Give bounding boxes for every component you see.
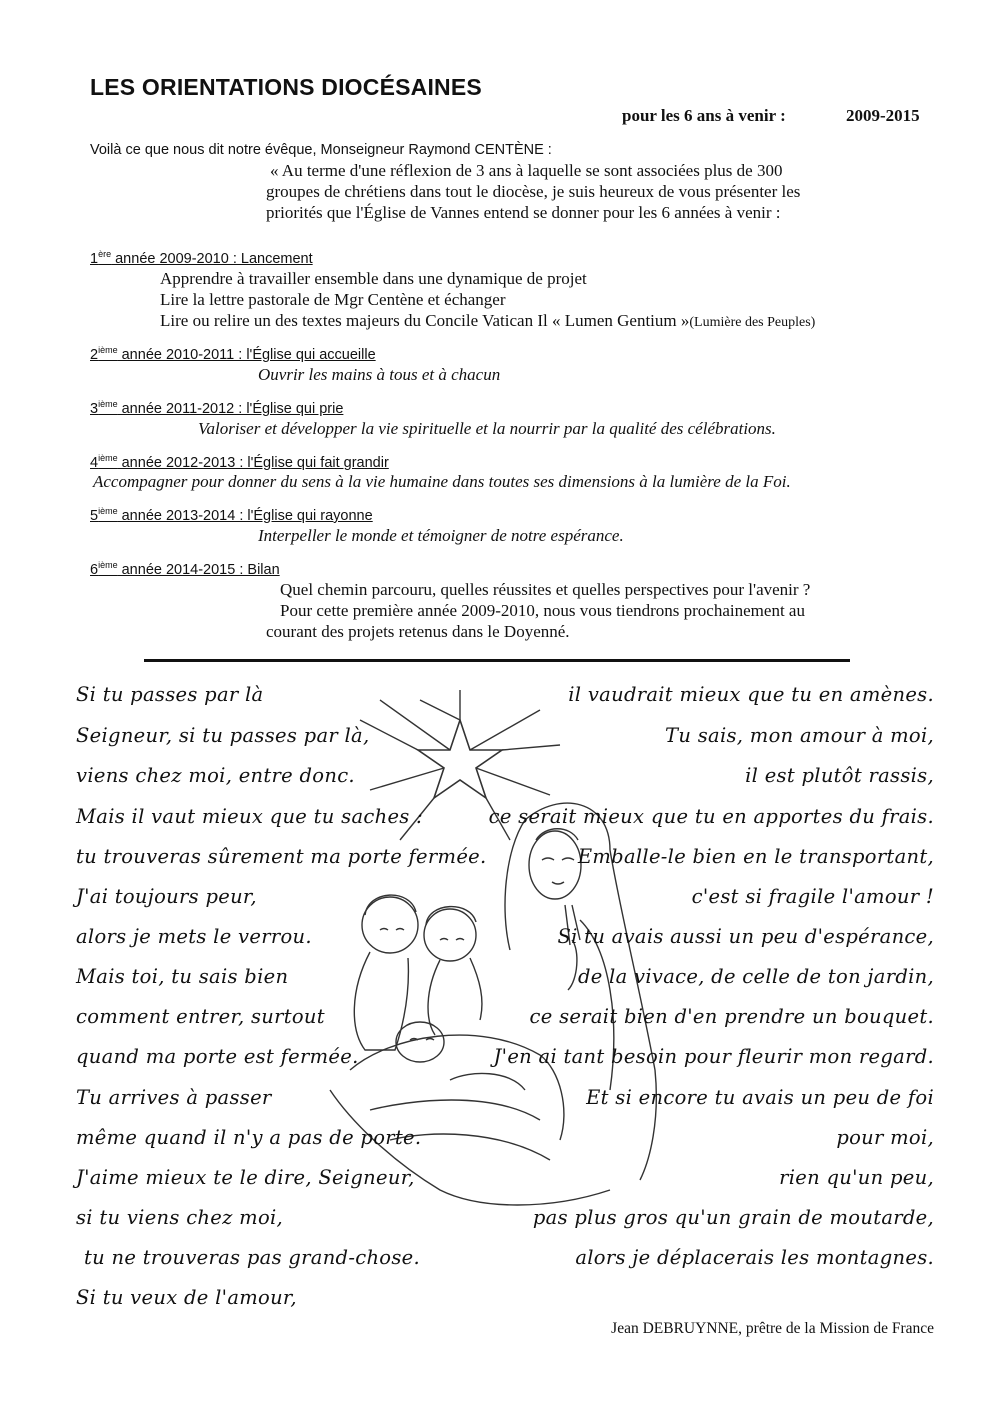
poem-right-line: ce serait bien d'en prendre un bouquet. [529, 1005, 934, 1028]
bishop-quote [266, 160, 800, 223]
year-3-text: Valoriser et développer la vie spirituelle et la nourrir par la qualité des célébrations. [198, 419, 776, 438]
year-1-note: (Lumière des Peuples) [689, 315, 816, 330]
poem-right-line: Emballe-le bien en le transportant, [577, 845, 934, 868]
poem-left-line: viens chez moi, entre donc. [76, 764, 355, 787]
year-number: 5 [90, 508, 99, 524]
poem-right-line: il vaudrait mieux que tu en amènes. [568, 683, 934, 706]
year-1-line [160, 311, 815, 331]
year-label: année 2010-2011 : l'Église qui accueille [117, 347, 376, 363]
poem-right-line: J'en ai tant besoin pour fleurir mon regard. [493, 1045, 934, 1068]
year-2-text: Ouvrir les mains à tous et à chacun [258, 365, 501, 384]
page-title: LES ORIENTATIONS DIOCÉSAINES [90, 74, 482, 100]
year-number: 2 [90, 347, 99, 363]
year-heading-1 [90, 249, 313, 267]
year-ordinal: ième [98, 345, 118, 355]
year-1-line: Apprendre à travailler ensemble dans une dynamique de projet [160, 269, 587, 288]
year-number: 3 [90, 401, 99, 417]
year-heading-5 [90, 506, 373, 524]
year-6-line: courant des projets retenus dans le Doyenné. [266, 622, 570, 641]
poem-left-line: Mais il vaut mieux que tu saches : [76, 805, 423, 828]
quote-line: « Au terme d'une réflexion de 3 ans à laquelle se sont associées plus de 300 [270, 161, 783, 180]
poem-left-line: tu trouveras sûrement ma porte fermée. [76, 845, 487, 868]
quote-line: groupes de chrétiens dans tout le diocèse, je suis heureux de vous présenter les [266, 182, 801, 201]
year-heading-2 [90, 345, 376, 363]
poem-right-line: alors je déplacerais les montagnes. [575, 1246, 934, 1269]
poem-left-line: Si tu passes par là [76, 683, 264, 706]
poem-left-line: si tu viens chez moi, [76, 1206, 284, 1229]
section-divider [144, 659, 850, 662]
year-ordinal: ième [98, 399, 118, 409]
year-number: 6 [90, 562, 99, 578]
year-label: année 2009-2010 : Lancement [111, 251, 313, 267]
poem-right-line: c'est si fragile l'amour ! [691, 885, 934, 908]
poem-left-line: J'ai toujours peur, [76, 885, 257, 908]
year-label: année 2011-2012 : l'Église qui prie [117, 401, 344, 417]
poem-left-line: comment entrer, surtout [76, 1005, 325, 1028]
children-figures-icon [354, 895, 482, 1050]
poem-right-line: pas plus gros qu'un grain de moutarde, [532, 1206, 934, 1229]
poem-right-line: de la vivace, de celle de ton jardin, [577, 965, 934, 988]
intro-lead: Voilà ce que nous dit notre évêque, Monseigneur Raymond CENTÈNE : [90, 142, 552, 158]
poem-left-line: Seigneur, si tu passes par là, [76, 724, 370, 747]
poem-left-line: alors je mets le verrou. [76, 925, 312, 948]
year-6-line: Pour cette première année 2009-2010, nous vous tiendrons prochainement au [280, 601, 805, 620]
poem-right-line: pour moi, [836, 1126, 934, 1149]
period-label: pour les 6 ans à venir : [622, 106, 786, 125]
year-label: année 2013-2014 : l'Église qui rayonne [117, 508, 373, 524]
poem-left-line: Si tu veux de l'amour, [76, 1286, 297, 1309]
year-heading-6 [90, 560, 280, 578]
poem-right-line: Si tu avais aussi un peu d'espérance, [557, 925, 934, 948]
year-heading-3 [90, 399, 343, 417]
poem-right-line: Tu sais, mon amour à moi, [665, 724, 934, 747]
year-number: 4 [90, 455, 99, 471]
year-1-line: Lire la lettre pastorale de Mgr Centène et échanger [160, 290, 506, 309]
poem-right-line: il est plutôt rassis, [745, 764, 934, 787]
poem-left-line: Mais toi, tu sais bien [76, 965, 289, 988]
year-5-text: Interpeller le monde et témoigner de notre espérance. [258, 526, 624, 545]
quote-line: priorités que l'Église de Vannes entend se donner pour les 6 années à venir : [266, 203, 781, 222]
year-6-line: Quel chemin parcouru, quelles réussites et quelles perspectives pour l'avenir ? [280, 580, 811, 599]
poem-left-line: J'aime mieux te le dire, Seigneur, [76, 1166, 415, 1189]
year-ordinal: ième [98, 506, 118, 516]
year-label: année 2014-2015 : Bilan [117, 562, 280, 578]
period-years: 2009-2015 [846, 106, 920, 125]
year-ordinal: ère [98, 249, 112, 259]
poem-signature: Jean DEBRUYNNE, prêtre de la Mission de France [611, 1320, 934, 1337]
year-1-line-text: Lire ou relire un des textes majeurs du Concile Vatican Il « Lumen Gentium » [160, 311, 690, 330]
year-ordinal: ième [98, 560, 118, 570]
poem-left-line: Tu arrives à passer [76, 1086, 272, 1109]
poem-left-line: tu ne trouveras pas grand-chose. [84, 1246, 420, 1269]
year-heading-4 [90, 453, 389, 471]
poem-right-line: rien qu'un peu, [779, 1166, 934, 1189]
poem-left-line: même quand il n'y a pas de porte. [76, 1126, 422, 1149]
poem-right-line: Et si encore tu avais un peu de foi [586, 1086, 934, 1109]
year-ordinal: ième [98, 453, 118, 463]
poem-left-line: quand ma porte est fermée. [76, 1045, 359, 1068]
year-label: année 2012-2013 : l'Église qui fait grandir [117, 455, 389, 471]
poem-right-line: ce serait mieux que tu en apportes du frais. [488, 805, 934, 828]
year-4-text: Accompagner pour donner du sens à la vie humaine dans toutes ses dimensions à la lumière de la Foi. [93, 472, 791, 491]
year-number: 1 [90, 251, 99, 267]
